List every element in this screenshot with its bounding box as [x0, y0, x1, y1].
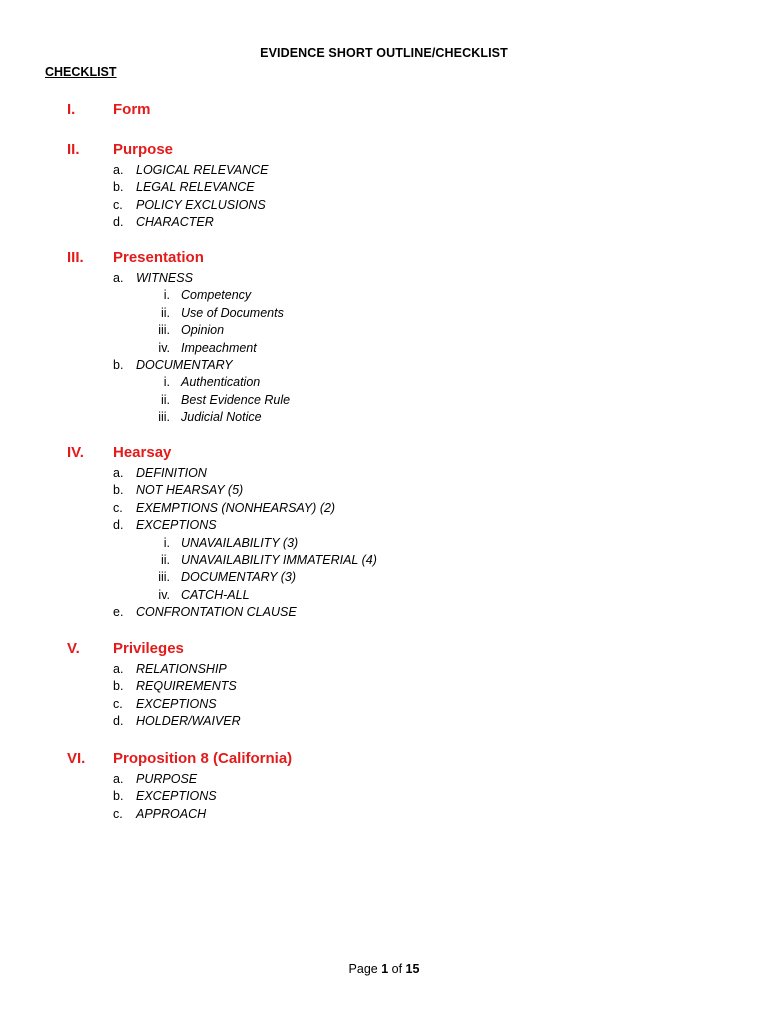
item-text: CATCH-ALL: [181, 587, 250, 602]
list-item: [0, 466, 768, 483]
item-marker: b.: [113, 789, 124, 804]
list-item: [0, 772, 768, 789]
item-marker: a.: [113, 662, 124, 676]
item-marker: iii.: [158, 323, 170, 338]
list-item: [0, 501, 768, 518]
item-marker: i.: [163, 535, 170, 550]
item-text: RELATIONSHIP: [136, 662, 227, 676]
item-marker: iv.: [158, 340, 170, 355]
item-marker: b.: [113, 180, 124, 195]
section-number: I.: [67, 101, 76, 118]
item-marker: a.: [113, 271, 124, 285]
item-marker: i.: [163, 288, 170, 303]
item-marker: c.: [113, 806, 123, 821]
list-item: [0, 358, 768, 375]
section-purpose: [0, 141, 768, 233]
section-title: Privileges: [113, 640, 184, 657]
section-number: II.: [67, 141, 80, 158]
section-form: [0, 101, 768, 123]
item-text: Opinion: [181, 323, 225, 338]
section-heading: [0, 101, 768, 123]
item-marker: c.: [113, 197, 123, 212]
list-item: [0, 789, 768, 806]
item-marker: c.: [113, 696, 123, 711]
section-title: Form: [113, 101, 151, 118]
section-title: Hearsay: [113, 444, 172, 461]
sub-list-item: [0, 375, 768, 392]
item-marker: ii.: [160, 305, 170, 320]
list-item: [0, 518, 768, 535]
item-text: APPROACH: [136, 806, 207, 821]
section-hearsay: [0, 444, 768, 623]
section-heading: [0, 640, 768, 662]
item-marker: d.: [113, 215, 124, 230]
section-heading: [0, 444, 768, 466]
item-marker: iii.: [158, 410, 170, 425]
sub-list-item: [0, 288, 768, 305]
list-item: [0, 605, 768, 622]
item-marker: a.: [113, 163, 124, 177]
section-number: IV.: [67, 444, 84, 461]
list-item: [0, 215, 768, 232]
list-item: [0, 714, 768, 731]
item-text: UNAVAILABILITY IMMATERIAL (4): [181, 552, 377, 567]
sub-list-item: [0, 323, 768, 340]
list-item: [0, 697, 768, 714]
checklist-heading: CHECKLIST: [45, 65, 117, 79]
list-item: [0, 679, 768, 696]
item-text: WITNESS: [136, 271, 193, 285]
item-text: DEFINITION: [136, 466, 207, 480]
footer-prefix: Page: [348, 962, 382, 976]
list-item: [0, 483, 768, 500]
item-text: LOGICAL RELEVANCE: [136, 163, 269, 177]
section-proposition-8: [0, 750, 768, 824]
item-text: POLICY EXCLUSIONS: [136, 197, 266, 212]
sub-list-item: [0, 410, 768, 427]
item-marker: iv.: [158, 587, 170, 602]
list-item: [0, 198, 768, 215]
item-marker: a.: [113, 466, 124, 480]
item-text: Impeachment: [181, 340, 257, 355]
item-text: Competency: [181, 288, 252, 303]
item-text: EXCEPTIONS: [136, 696, 217, 711]
item-text: CONFRONTATION CLAUSE: [136, 605, 297, 620]
section-number: III.: [67, 249, 84, 266]
list-item: [0, 807, 768, 824]
item-text: Best Evidence Rule: [181, 392, 291, 407]
item-text: PURPOSE: [136, 772, 198, 786]
document-title: EVIDENCE SHORT OUTLINE/CHECKLIST: [260, 46, 508, 60]
sub-list-item: [0, 553, 768, 570]
item-text: DOCUMENTARY: [136, 357, 233, 372]
current-page-number: 1: [381, 962, 389, 976]
item-text: Authentication: [181, 375, 261, 390]
item-text: Judicial Notice: [181, 410, 262, 425]
list-item: [0, 180, 768, 197]
section-heading: [0, 141, 768, 163]
section-title: Proposition 8 (California): [113, 750, 293, 767]
item-text: LEGAL RELEVANCE: [136, 180, 255, 195]
item-marker: c.: [113, 500, 123, 515]
section-presentation: [0, 249, 768, 428]
sub-list-item: [0, 306, 768, 323]
section-title: Presentation: [113, 249, 204, 266]
item-text: EXCEPTIONS: [136, 789, 217, 804]
list-item: [0, 163, 768, 180]
item-marker: d.: [113, 714, 124, 729]
item-text: HOLDER/WAIVER: [136, 714, 241, 729]
item-text: NOT HEARSAY (5): [136, 483, 244, 498]
sub-list-item: [0, 393, 768, 410]
section-title: Purpose: [113, 141, 174, 158]
item-text: UNAVAILABILITY (3): [181, 535, 299, 550]
item-marker: iii.: [158, 570, 170, 585]
section-privileges: [0, 640, 768, 732]
item-text: EXEMPTIONS (NONHEARSAY) (2): [136, 500, 336, 515]
page-footer: [0, 962, 768, 976]
item-text: CHARACTER: [136, 215, 214, 230]
item-marker: i.: [163, 375, 170, 390]
list-item: [0, 662, 768, 679]
section-number: VI.: [67, 750, 86, 767]
item-marker: e.: [113, 605, 124, 620]
section-heading: [0, 750, 768, 772]
item-marker: d.: [113, 518, 124, 533]
sub-list-item: [0, 341, 768, 358]
item-text: REQUIREMENTS: [136, 679, 237, 694]
section-number: V.: [67, 640, 80, 657]
total-page-count: 15: [405, 962, 420, 976]
item-text: DOCUMENTARY (3): [181, 570, 297, 585]
item-text: EXCEPTIONS: [136, 518, 217, 533]
sub-list-item: [0, 536, 768, 553]
item-marker: ii.: [160, 392, 170, 407]
section-heading: [0, 249, 768, 271]
sub-list-item: [0, 570, 768, 587]
item-marker: b.: [113, 357, 124, 372]
item-text: Use of Documents: [181, 305, 284, 320]
item-marker: ii.: [160, 552, 170, 567]
footer-middle: of: [388, 962, 406, 976]
item-marker: a.: [113, 772, 124, 786]
item-marker: b.: [113, 483, 124, 498]
item-marker: b.: [113, 679, 124, 694]
list-item: [0, 271, 768, 288]
sub-list-item: [0, 588, 768, 605]
